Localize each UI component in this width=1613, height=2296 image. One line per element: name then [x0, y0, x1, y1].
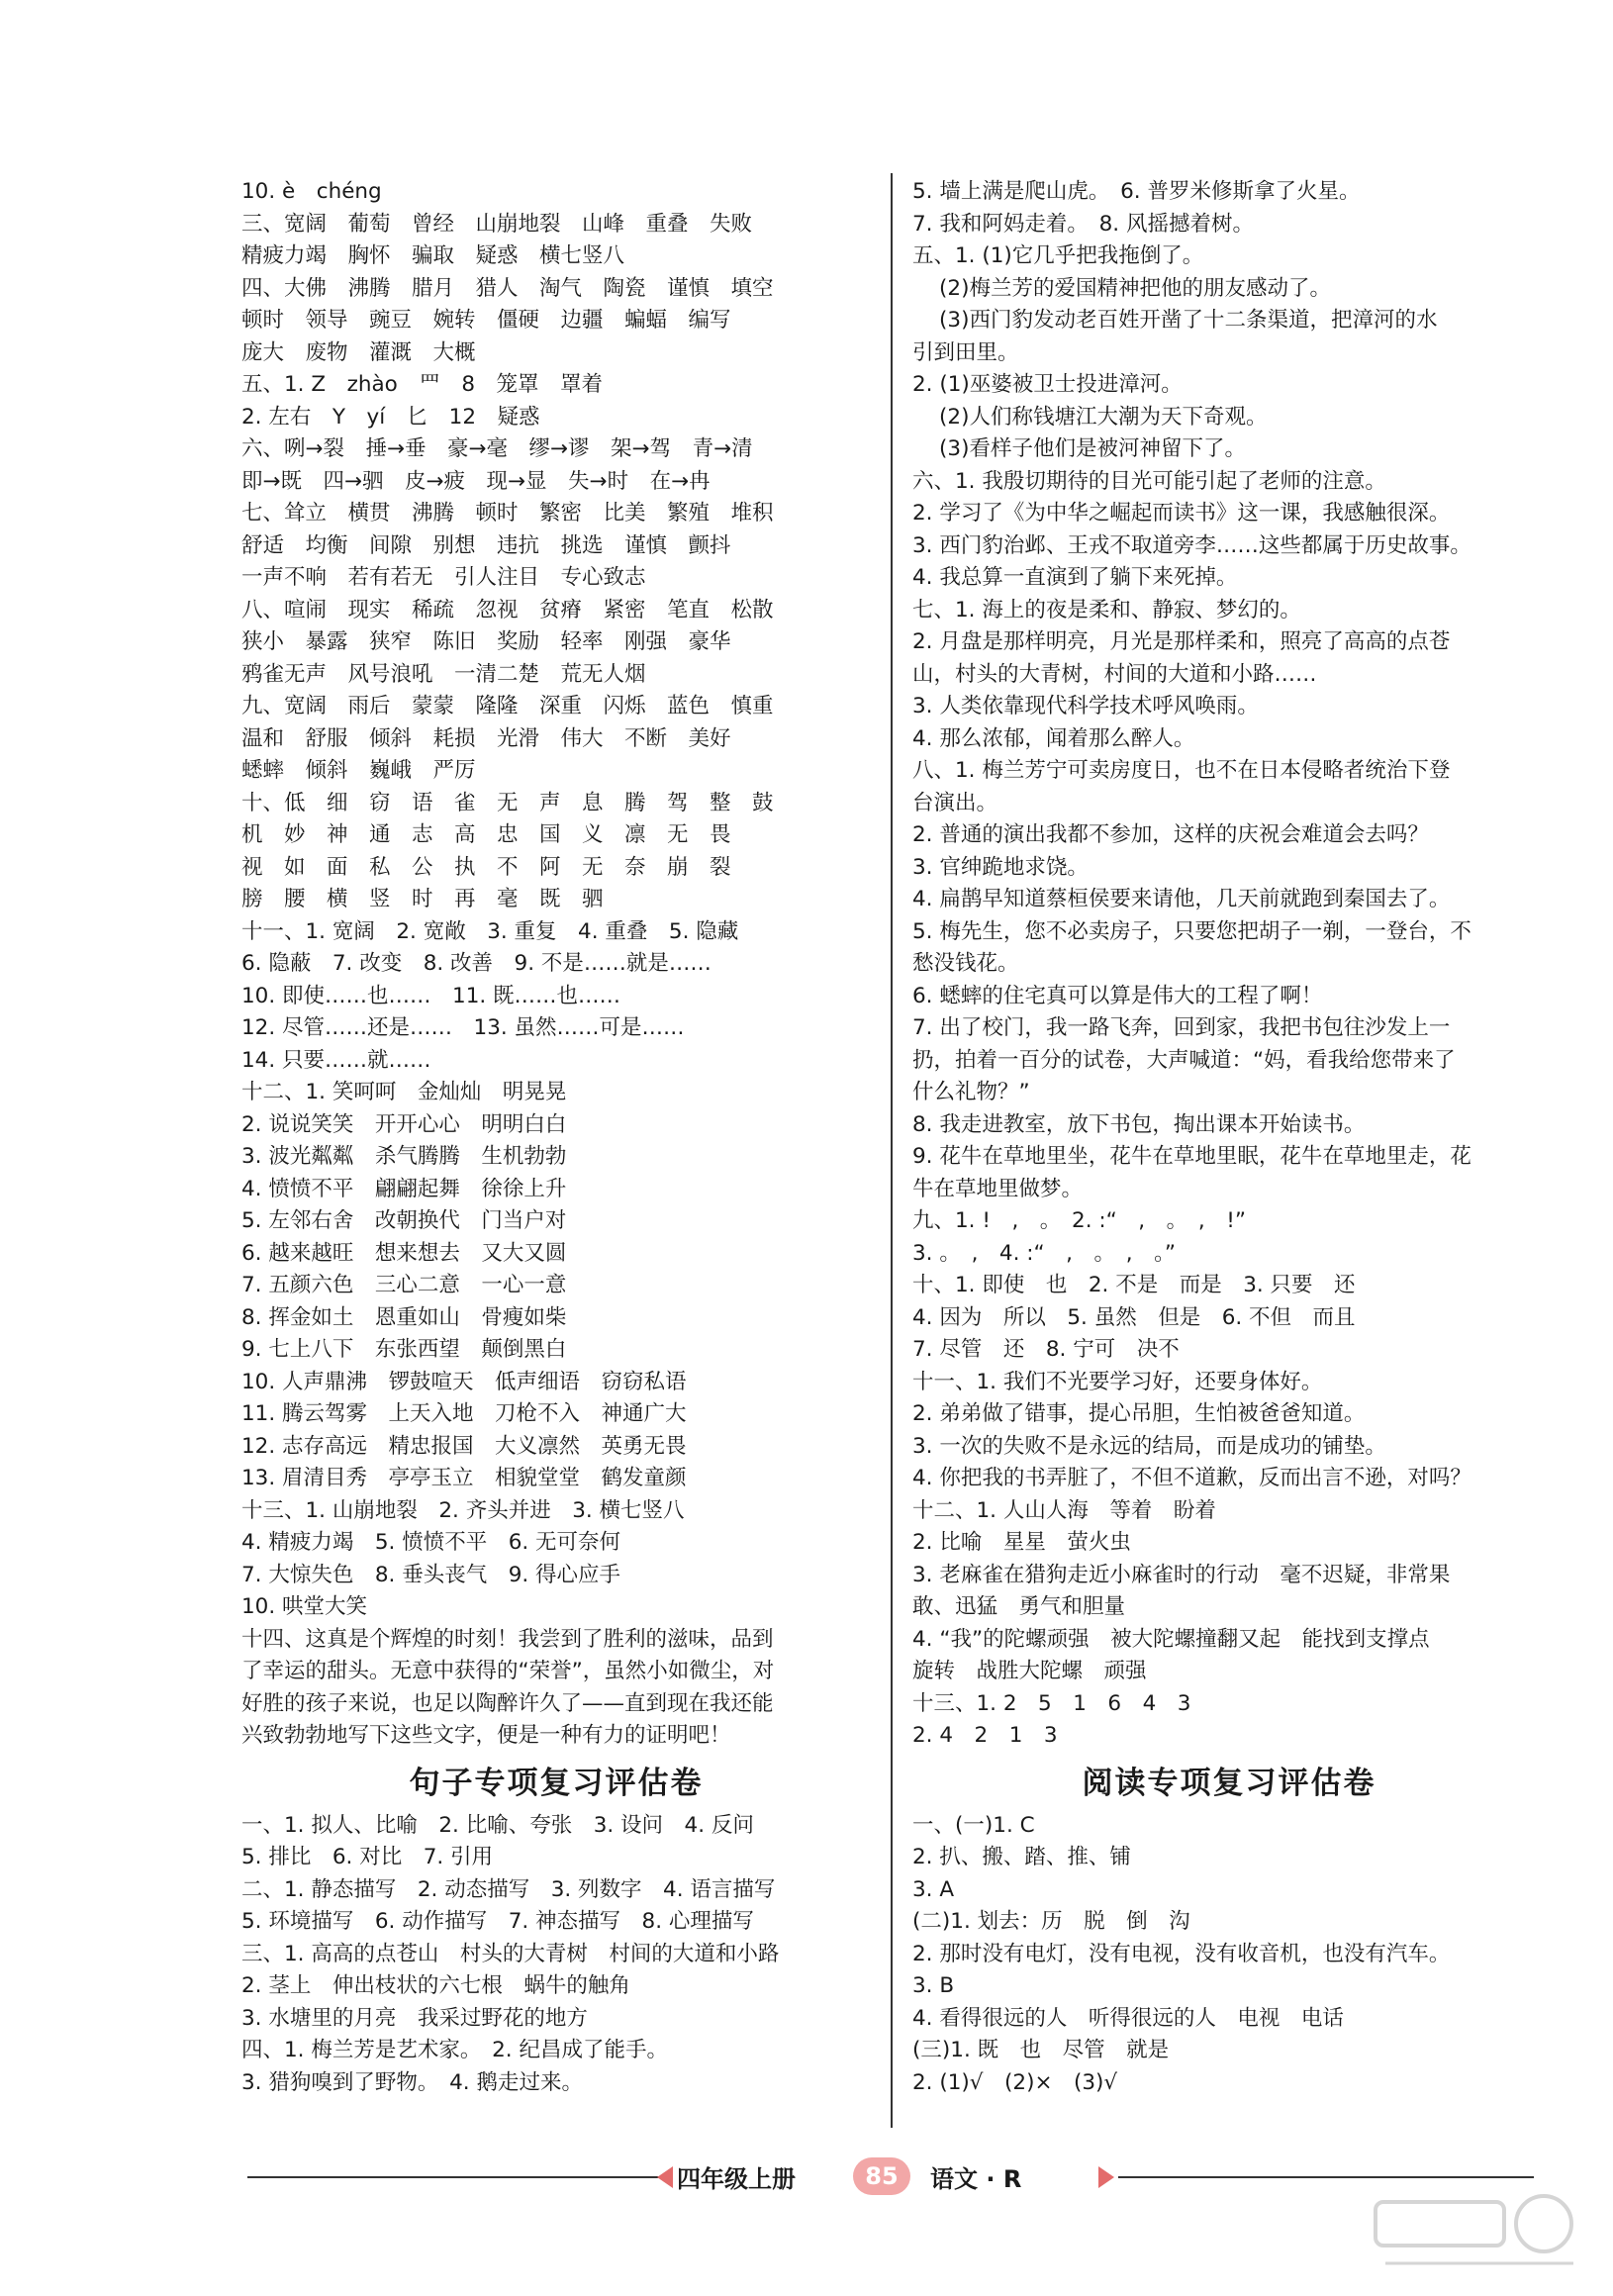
answer-line: 3. 一次的失败不是永远的结局，而是成功的铺垫。	[912, 1433, 1386, 1459]
answer-line: 3. B	[912, 1973, 955, 1998]
answer-line: 2. 茎上 伸出枝状的六七根 蜗牛的触角	[241, 1973, 630, 1998]
answer-line: 7. 五颜六色 三心二意 一心一意	[241, 1273, 567, 1297]
answer-line: 七、耸立 横贯 沸腾 顿时 繁密 比美 繁殖 堆积	[241, 501, 774, 526]
answer-line: 十四、这真是个辉煌的时刻！我尝到了胜利的滋味，品到	[241, 1626, 774, 1652]
answer-line: 了幸运的甜头。无意中获得的“荣誉”，虽然小如微尘，对	[241, 1659, 775, 1683]
answer-line: 5. 梅先生，您不必卖房子，只要您把胡子一剃，一登台，不	[912, 918, 1471, 944]
answer-line: 10. è chéng	[241, 179, 382, 204]
answer-line: 山，村头的大青树，村间的大道和小路……	[912, 661, 1317, 687]
answer-line: 顿时 领导 豌豆 婉转 僵硬 边疆 蝙蝠 编写	[241, 308, 731, 333]
answer-line: 愁没钱花。	[912, 951, 1019, 976]
triangle-right-icon	[1098, 2166, 1114, 2188]
answer-line: 四、大佛 沸腾 腊月 猎人 淘气 陶瓷 谨慎 填空	[241, 275, 774, 301]
answer-line: 九、1. ! , 。 2. :“ , 。 , !”	[912, 1208, 1246, 1233]
footer-rule-left	[247, 2176, 663, 2178]
answer-line: 4. 你把我的书弄脏了，不但不道歉，反而出言不逊，对吗？	[912, 1466, 1471, 1490]
answer-line: 膀 腰 横 竖 时 再 毫 既 驷	[241, 887, 604, 911]
answer-line: 蟋蟀 倾斜 巍峨 严厉	[241, 758, 476, 783]
answer-line: 温和 舒服 倾斜 耗损 光滑 伟大 不断 美好	[241, 725, 731, 751]
right-answers	[912, 176, 1546, 1753]
answer-line: 即→既 四→驷 皮→疲 现→显 失→时 在→冉	[241, 468, 711, 494]
answer-line: (二)1. 划去：历 脱 倒 沟	[912, 1909, 1190, 1934]
answer-line: 七、1. 海上的夜是柔和、静寂、梦幻的。	[912, 597, 1301, 622]
answer-line: 2. 左右 Y yí 匕 12 疑惑	[241, 404, 540, 430]
answer-line: 一声不响 若有若无 引人注目 专心致志	[241, 565, 646, 590]
answer-line: 4. 精疲力竭 5. 愤愤不平 6. 无可奈何	[241, 1530, 621, 1555]
answer-line: 六、1. 我殷切期待的目光可能引起了老师的注意。	[912, 468, 1386, 494]
answer-line: 7. 尽管 还 8. 宁可 决不	[912, 1337, 1180, 1362]
answer-line: 十、1. 即使 也 2. 不是 而是 3. 只要 还	[912, 1273, 1356, 1297]
answer-line: 十三、1. 2 5 1 6 4 3	[912, 1690, 1191, 1716]
answer-line: 机 妙 神 通 志 高 忠 国 义 凛 无 畏	[241, 822, 731, 847]
answer-line: 5. 墙上满是爬山虎。 6. 普罗米修斯拿了火星。	[912, 179, 1361, 204]
footer-subject: 语文 · R	[930, 2165, 1022, 2193]
answer-line: 4. 那么浓郁，闻着那么醉人。	[912, 725, 1195, 751]
answer-line: 十二、1. 笑呵呵 金灿灿 明晃晃	[241, 1080, 567, 1104]
answer-line: 精疲力竭 胸怀 骗取 疑惑 横七竖八	[241, 243, 625, 268]
answer-line: 5. 排比 6. 对比 7. 引用	[241, 1845, 494, 1869]
answer-line: 2. 比喻 星星 萤火虫	[912, 1530, 1131, 1555]
answer-line: 4. 愤愤不平 翩翩起舞 徐徐上升	[241, 1176, 567, 1201]
answer-line: 五、1. Z zhào 罒 8 笼罩 罩着	[241, 372, 603, 397]
answer-line: 12. 尽管……还是…… 13. 虽然……可是……	[241, 1015, 685, 1040]
answer-line: 2. 弟弟做了错事，提心吊胆，生怕被爸爸知道。	[912, 1401, 1366, 1426]
answer-line: 2. 4 2 1 3	[912, 1723, 1058, 1748]
answer-line: (3)西门豹发动老百姓开凿了十二条渠道，把漳河的水	[939, 308, 1438, 333]
answer-line: (三)1. 既 也 尽管 就是	[912, 2038, 1170, 2062]
triangle-left-icon	[657, 2166, 673, 2188]
answer-line: 7. 我和阿妈走着。 8. 风摇撼着树。	[912, 211, 1254, 237]
answer-line: 九、宽阔 雨后 蒙蒙 隆隆 深重 闪烁 蓝色 慎重	[241, 694, 774, 718]
answer-line: (3)看样子他们是被河神留下了。	[939, 436, 1246, 461]
answer-line: 二、1. 静态描写 2. 动态描写 3. 列数字 4. 语言描写	[241, 1876, 776, 1902]
answer-line: 三、宽阔 葡萄 曾经 山崩地裂 山峰 重叠 失败	[241, 211, 753, 237]
answer-line: 7. 出了校门，我一路飞奔，回到家，我把书包往沙发上一	[912, 1015, 1451, 1040]
answer-line: 十一、1. 我们不光要学习好，还要身体好。	[912, 1369, 1323, 1394]
watermark-logo-icon	[1366, 2184, 1583, 2278]
left-column	[241, 176, 871, 2099]
answer-line: 视 如 面 私 公 执 不 阿 无 奈 崩 裂	[241, 854, 731, 880]
answer-line: 4. 扁鹊早知道蔡桓侯要来请他，几天前就跑到秦国去了。	[912, 887, 1451, 911]
answer-line: 狭小 暴露 狭窄 陈旧 奖励 轻率 刚强 豪华	[241, 629, 731, 654]
answer-line: 庞大 废物 灌溉 大概	[241, 339, 476, 365]
answer-line: 9. 花牛在草地里坐，花牛在草地里眠，花牛在草地里走，花	[912, 1144, 1471, 1169]
answer-line: 3. 猎狗嗅到了野物。 4. 鹅走过来。	[241, 2069, 583, 2095]
answer-line: (2)梅兰芳的爱国精神把他的朋友感动了。	[939, 275, 1331, 301]
answer-line: 4. 我总算一直演到了躺下来死掉。	[912, 565, 1238, 590]
answer-line: 引到田里。	[912, 339, 1019, 365]
answer-line: 11. 腾云驾雾 上天入地 刀枪不入 神通广大	[241, 1401, 687, 1426]
section-title-sentence-review: 句子专项复习评估卷	[409, 1765, 704, 1801]
answer-line: 4. 看得很远的人 听得很远的人 电视 电话	[912, 2005, 1344, 2031]
answer-line: 2. 扒、搬、踏、推、铺	[912, 1845, 1131, 1869]
answer-line: 十二、1. 人山人海 等着 盼着	[912, 1497, 1216, 1523]
footer-grade: 四年级上册	[677, 2165, 796, 2193]
answer-line: 兴致勃勃地写下这些文字，便是一种有力的证明吧！	[241, 1723, 731, 1748]
answer-line: 5. 左邻右舍 改朝换代 门当户对	[241, 1208, 567, 1233]
answer-line: 10. 即使……也…… 11. 既……也……	[241, 983, 621, 1008]
answer-line: 扔，拍着一百分的试卷，大声喊道：“妈，看我给您带来了	[912, 1047, 1456, 1073]
section-title-reading-review: 阅读专项复习评估卷	[1082, 1765, 1376, 1801]
answer-line: 10. 哄堂大笑	[241, 1594, 368, 1619]
answer-line: 五、1. (1)它几乎把我拖倒了。	[912, 243, 1204, 268]
answer-line: 一、1. 拟人、比喻 2. 比喻、夸张 3. 设问 4. 反问	[241, 1812, 754, 1838]
answer-line: 14. 只要……就……	[241, 1047, 431, 1073]
answer-line: 8. 我走进教室，放下书包，掏出课本开始读书。	[912, 1111, 1366, 1137]
page-number-badge: 85	[853, 2157, 910, 2195]
answer-line: 12. 志存高远 精忠报国 大义凛然 英勇无畏	[241, 1433, 687, 1459]
answer-line: 9. 七上八下 东张西望 颠倒黑白	[241, 1337, 567, 1362]
answer-line: 8. 挥金如土 恩重如山 骨瘦如柴	[241, 1304, 567, 1330]
answer-line: 2. (1)√ (2)× (3)√	[912, 2069, 1118, 2095]
right-column	[912, 176, 1546, 2099]
answer-line: 舒适 均衡 间隙 别想 违抗 挑选 谨慎 颤抖	[241, 532, 731, 558]
answer-line: 牛在草地里做梦。	[912, 1176, 1084, 1201]
answer-line: (2)人们称钱塘江大潮为天下奇观。	[939, 404, 1268, 430]
answer-line: 六、咧→裂 捶→垂 豪→毫 缪→谬 架→驾 青→清	[241, 436, 753, 461]
answer-line: 十一、1. 宽阔 2. 宽敞 3. 重复 4. 重叠 5. 隐藏	[241, 918, 739, 944]
answer-line: 6. 越来越旺 想来想去 又大又圆	[241, 1240, 567, 1266]
answer-line: 台演出。	[912, 790, 998, 815]
answer-line: 2. 学习了《为中华之崛起而读书》这一课，我感触很深。	[912, 501, 1451, 526]
answer-line: 10. 人声鼎沸 锣鼓喧天 低声细语 窃窃私语	[241, 1369, 687, 1394]
answer-line: 3. 西门豹治邺、王戎不取道旁李……这些都属于历史故事。	[912, 532, 1471, 558]
answer-line: 3. 人类依靠现代科学技术呼风唤雨。	[912, 694, 1259, 718]
right-reading-answers	[912, 1810, 1546, 2100]
answer-line: 鸦雀无声 风号浪吼 一清二楚 荒无人烟	[241, 661, 646, 687]
answer-line: 八、1. 梅兰芳宁可卖房度日，也不在日本侵略者统治下登	[912, 758, 1451, 783]
answer-line: 3. 水塘里的月亮 我采过野花的地方	[241, 2005, 588, 2031]
answer-line: 十、低 细 窃 语 雀 无 声 息 腾 驾 整 鼓	[241, 790, 774, 815]
answer-line: 3. 波光粼粼 杀气腾腾 生机勃勃	[241, 1144, 567, 1169]
answer-line: 13. 眉清目秀 亭亭玉立 相貌堂堂 鹤发童颜	[241, 1466, 687, 1490]
answer-line: 4. 因为 所以 5. 虽然 但是 6. 不但 而且	[912, 1304, 1356, 1330]
answer-line: 2. 说说笑笑 开开心心 明明白白	[241, 1111, 567, 1137]
answer-line: 3. 。 , 4. :“ , 。 , 。”	[912, 1240, 1176, 1266]
answer-line: 十三、1. 山崩地裂 2. 齐头并进 3. 横七竖八	[241, 1497, 685, 1523]
answer-line: 一、(一)1. C	[912, 1812, 1035, 1838]
footer-rule-right	[1118, 2176, 1534, 2178]
answer-line: 2. 普通的演出我都不参加，这样的庆祝会难道会去吗？	[912, 822, 1429, 847]
column-divider	[891, 173, 893, 2128]
answer-line: 6. 蟋蟀的住宅真可以算是伟大的工程了啊！	[912, 983, 1323, 1008]
answer-line: 2. (1)巫婆被卫士投进漳河。	[912, 372, 1183, 397]
answer-line: 好胜的孩子来说，也足以陶醉许久了——直到现在我还能	[241, 1690, 774, 1716]
answer-line: 2. 那时没有电灯，没有电视，没有收音机，也没有汽车。	[912, 1941, 1451, 1966]
answer-line: 3. 官绅跪地求饶。	[912, 854, 1089, 880]
answer-line: 6. 隐蔽 7. 改变 8. 改善 9. 不是……就是……	[241, 951, 712, 976]
left-answers	[241, 176, 871, 1753]
left-sentence-answers	[241, 1810, 871, 2100]
answer-line: 旋转 战胜大陀螺 顽强	[912, 1659, 1147, 1683]
answer-line: 三、1. 高高的点苍山 村头的大青树 村间的大道和小路	[241, 1941, 780, 1966]
answer-line: 八、喧闹 现实 稀疏 忽视 贫瘠 紧密 笔直 松散	[241, 597, 774, 622]
answer-line: 7. 大惊失色 8. 垂头丧气 9. 得心应手	[241, 1562, 621, 1587]
answer-line: 什么礼物？”	[912, 1080, 1030, 1104]
answer-line: 3. A	[912, 1876, 955, 1902]
answer-line: 2. 月盘是那样明亮，月光是那样柔和，照亮了高高的点苍	[912, 629, 1451, 654]
answer-line: 3. 老麻雀在猎狗走近小麻雀时的行动 毫不迟疑，非常果	[912, 1562, 1451, 1587]
answer-line: 5. 环境描写 6. 动作描写 7. 神态描写 8. 心理描写	[241, 1909, 754, 1934]
page-footer	[247, 2157, 1534, 2197]
answer-line: 4. “我”的陀螺顽强 被大陀螺撞翻又起 能找到支撑点	[912, 1626, 1430, 1652]
answer-line: 敢、迅猛 勇气和胆量	[912, 1594, 1126, 1619]
answer-line: 四、1. 梅兰芳是艺术家。 2. 纪昌成了能手。	[241, 2038, 668, 2062]
